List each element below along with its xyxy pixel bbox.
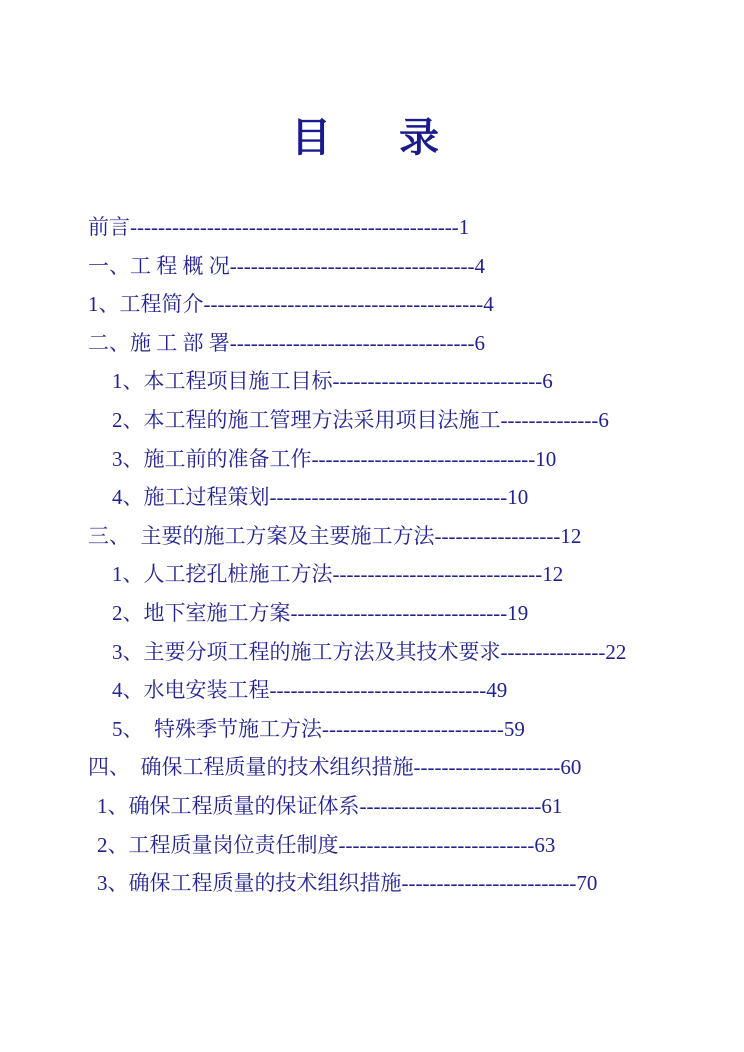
toc-page-number: 61 — [541, 793, 563, 818]
toc-leader-dashes: ---------------------------------------- — [203, 292, 484, 317]
toc-entry-label: 1、确保工程质量的保证体系 — [97, 793, 360, 818]
toc-entry-label: 三、 主要的施工方案及主要施工方法 — [88, 523, 435, 548]
toc-leader-dashes: ------------------ — [434, 523, 561, 548]
toc-entry-label: 前言 — [88, 215, 130, 239]
toc-leader-dashes: -------------------------- — [322, 716, 504, 741]
toc-leader-dashes: --------------------- — [413, 755, 561, 780]
toc-page-number: 49 — [486, 678, 508, 703]
toc-entry-label: 4、水电安装工程 — [112, 678, 270, 703]
table-of-contents — [88, 208, 704, 903]
toc-leader-dashes: ------------------------------- — [269, 678, 487, 703]
toc-page-number: 19 — [507, 600, 529, 625]
toc-page-number: 12 — [542, 562, 564, 587]
toc-page-number: 63 — [534, 832, 556, 857]
toc-entry-label: 1、工程简介 — [88, 292, 204, 317]
toc-entry-section2-2[interactable] — [88, 401, 704, 440]
page-title: 目 录 — [291, 115, 453, 160]
toc-page-number: 1 — [458, 215, 470, 239]
toc-leader-dashes: ------------------------------- — [290, 600, 508, 625]
toc-page-number: 22 — [605, 639, 627, 664]
toc-entry-section2-3[interactable] — [88, 440, 704, 479]
toc-entry-label: 1、人工挖孔桩施工方法 — [112, 562, 333, 587]
toc-entry-preface[interactable] — [88, 208, 704, 247]
toc-leader-dashes: ----------------------------------- — [229, 330, 475, 355]
toc-entry-section4-2[interactable] — [88, 826, 704, 865]
toc-page-number: 6 — [542, 369, 553, 394]
toc-page-number: 6 — [474, 330, 486, 355]
toc-entry-section3-3[interactable] — [88, 633, 704, 672]
toc-entry-label: 四、 确保工程质量的技术组织措施 — [88, 755, 414, 780]
toc-entry-label: 二、施 工 部 署 — [88, 330, 230, 355]
toc-entry-section1[interactable] — [88, 247, 704, 286]
toc-entry-label: 一、工 程 概 况 — [88, 253, 230, 278]
toc-entry-section3[interactable] — [88, 517, 704, 556]
toc-entry-section3-1[interactable] — [88, 555, 704, 594]
toc-entry-label: 3、主要分项工程的施工方法及其技术要求 — [112, 639, 501, 664]
toc-entry-label: 1、本工程项目施工目标 — [112, 369, 333, 394]
toc-page-number: 12 — [560, 523, 582, 548]
toc-page-number: 10 — [507, 485, 529, 510]
toc-entry-section2-4[interactable] — [88, 478, 704, 517]
toc-page-number: 4 — [474, 253, 486, 278]
toc-entry-label: 2、本工程的施工管理方法采用项目法施工 — [112, 407, 501, 432]
toc-page-number: 60 — [560, 755, 582, 780]
toc-leader-dashes: --------------- — [500, 639, 606, 664]
toc-entry-label: 3、施工前的准备工作 — [112, 446, 312, 471]
toc-leader-dashes: ----------------------------------------------- — [130, 215, 459, 239]
toc-page-number: 59 — [503, 716, 525, 741]
toc-leader-dashes: ------------------------- — [401, 871, 577, 896]
toc-entry-label: 3、确保工程质量的技术组织措施 — [97, 871, 402, 896]
toc-entry-section3-5[interactable] — [88, 710, 704, 749]
toc-entry-section3-4[interactable] — [88, 671, 704, 710]
toc-leader-dashes: -------------------------- — [359, 793, 542, 818]
toc-entry-section4[interactable] — [88, 748, 704, 787]
toc-entry-label: 2、地下室施工方案 — [112, 600, 291, 625]
toc-leader-dashes: ------------------------------ — [332, 562, 543, 587]
toc-entry-section4-3[interactable] — [88, 864, 704, 903]
toc-leader-dashes: ----------------------------------- — [229, 253, 475, 278]
toc-entry-label: 2、工程质量岗位责任制度 — [97, 832, 339, 857]
toc-leader-dashes: -------------- — [500, 407, 599, 432]
toc-page-number: 10 — [535, 446, 557, 471]
toc-page-number: 70 — [576, 871, 598, 896]
toc-leader-dashes: ---------------------------- — [338, 832, 535, 857]
toc-entry-section1-1[interactable] — [88, 285, 704, 324]
toc-page-number: 4 — [483, 292, 494, 317]
toc-entry-section2[interactable] — [88, 324, 704, 363]
toc-entry-section4-1[interactable] — [88, 787, 704, 826]
toc-entry-section2-1[interactable] — [88, 362, 704, 401]
toc-entry-section3-2[interactable] — [88, 594, 704, 633]
toc-leader-dashes: ------------------------------ — [332, 369, 543, 394]
toc-leader-dashes: ---------------------------------- — [269, 485, 508, 510]
toc-leader-dashes: -------------------------------- — [311, 446, 536, 471]
toc-entry-label: 5、 特殊季节施工方法 — [112, 716, 322, 741]
toc-entry-label: 4、施工过程策划 — [112, 485, 270, 510]
toc-page-number: 6 — [598, 407, 609, 432]
